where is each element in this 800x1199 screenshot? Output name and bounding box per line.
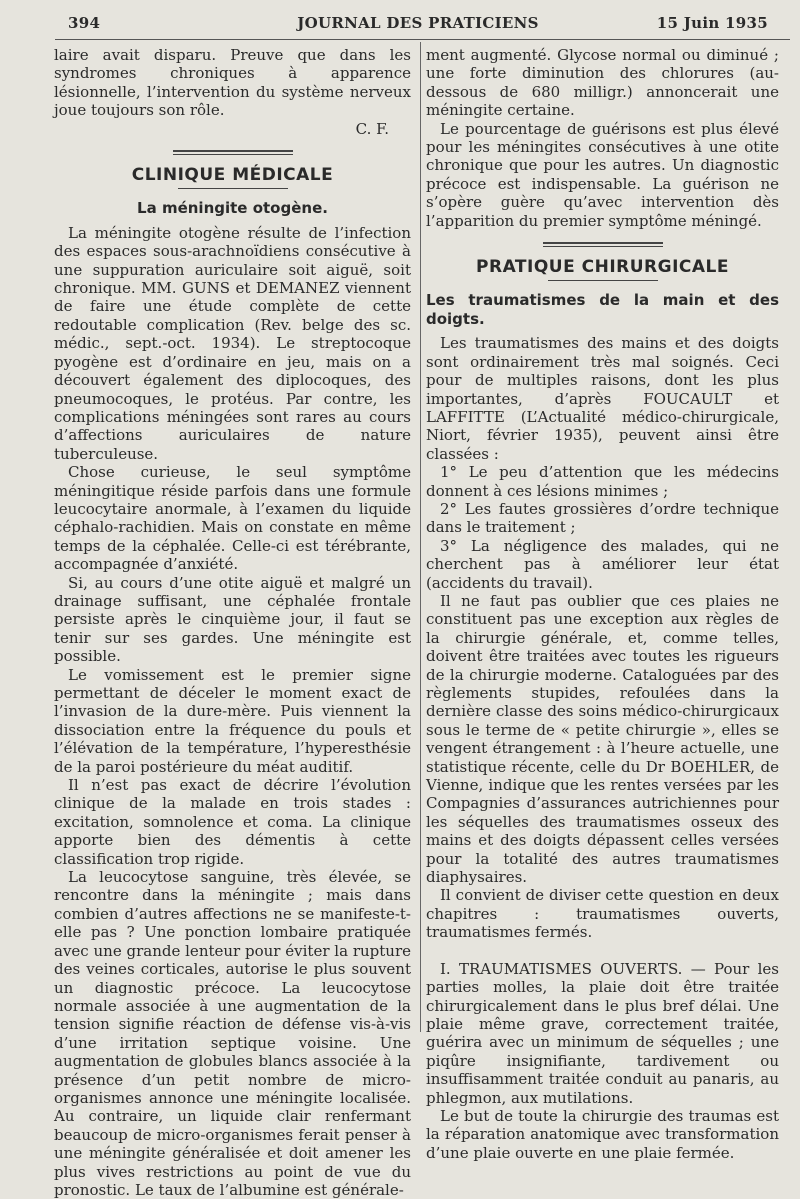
left-column: [54, 46, 411, 1199]
author-initials: C. F.: [355, 119, 389, 138]
column-divider: [420, 42, 421, 1032]
article-title-traumatismes: Les traumatismes de la main et des doigts.: [426, 291, 779, 328]
article-paragraph: La méningite otogène résulte de l’infection des espaces sous-arachnoïdiens consécutive à une suppuration auriculaire soit aiguë, soit chronique. MM. GUNS et DEMANEZ viennent de faire une étude complète de cette redoutable complication (Rev. belge des sc. médic., sept.-oct. 1934). Le streptocoque pyogène est d’ordinaire en jeu, mais on a découvert également des diplocoques, des pneumocoques, le protéus. Par contre, les complications méningées sont rares au cours d’affections auriculaires de nature tuberculeuse.: [54, 223, 411, 463]
previous-article-ending: laire avait disparu. Preuve que dans les syndromes chroniques à apparence lésionnelle, l’intervention du système nerveux joue toujours son rôle.: [54, 46, 411, 120]
article-paragraph: Le but de toute la chirurgie des traumas est la réparation anatomique avec transformation d’une plaie ouverte en une plaie fermée.: [426, 1106, 779, 1162]
right-column: [426, 46, 779, 1162]
article-continuation: ment augmenté. Glycose normal ou diminué ; une forte diminution des chlorures (au-dessous de 680 milligr.) annoncerait une méningite certaine.: [426, 46, 779, 120]
page-header: [68, 14, 768, 36]
article-paragraph: Il ne faut pas oublier que ces plaies ne constituent pas une exception aux règles de la chirurgie générale, et, comme telles, doivent être traitées avec toutes les rigueurs de la chirurgie moderne. Cataloguées par des règlements stupides, refoulées dans la dernière classe des soins médico-chirurgicaux sous le terme de « petite chirurgie », elles se vengent étrangement : à l’heure actuelle, une statistique récente, celle du Dr BOEHLER, de Vienne, indique que les rentes versées par les Compagnies d’assurances autrichiennes pour les séquelles des traumatismes osseux des mains et des doigts dépassent celles versées pour la totalité des autres traumatismes diaphysaires.: [426, 591, 779, 887]
list-item: 3° La négligence des malades, qui ne cherchent pas à améliorer leur état (accidents du travail).: [426, 536, 779, 592]
section-separator: [173, 148, 293, 158]
article-paragraph: Il n’est pas exact de décrire l’évolution clinique de la malade en trois stades : excitation, somnolence et coma. La clinique apporte bien des démentis à cette classification trop rigide.: [54, 776, 411, 868]
article-paragraph: Si, au cours d’une otite aiguë et malgré un drainage suffisant, une céphalée frontale persiste après le cinquième jour, il faut se tenir sur ses gardes. Une méningite est possible.: [54, 573, 411, 666]
article-paragraph: Il convient de diviser cette question en deux chapitres : traumatismes ouverts, traumatismes fermés.: [426, 886, 779, 942]
list-item: 2° Les fautes grossières d’ordre technique dans le traitement ;: [426, 499, 779, 537]
page-number: 394: [68, 14, 101, 32]
article-paragraph: Le pourcentage de guérisons est plus élevé pour les méningites consécutives à une otite chronique que pour les autres. Un diagnostic précoce est indispensable. La guérison ne s’opère guère qu’avec intervention dès l’apparition du premier symptôme méningé.: [426, 119, 779, 230]
section-title-clinique: CLINIQUE MÉDICALE: [131, 165, 334, 186]
article-paragraph: La leucocytose sanguine, très élevée, se rencontre dans la méningite ; mais dans combien d’autres affections ne se manifeste-t-elle pas ? Une ponction lombaire pratiquée avec une grande lenteur pour éviter la rupture des veines corticales, autorise le plus souvent un diagnostic précoce. La leucocytose normale associée à une augmentation de la tension signifie réaction de défense vis-à-vis d’une irritation septique voisine. Une augmentation de globules blancs associée à la présence d’un petit nombre de micro-organismes annonce une méningite localisée. Au contraire, un liquide clair renfermant beaucoup de micro-organismes ferait penser à une méningite généralisée et doit amener les plus vives restrictions au point de vue du pronostic. Le taux de l’albumine est générale-: [54, 868, 411, 1199]
section-title-chirurgie: PRATIQUE CHIRURGICALE: [476, 257, 729, 278]
article-paragraph: Le vomissement est le premier signe permettant de déceler le moment exact de l’invasion de la dure-mère. Puis viennent la dissociation entre la fréquence du pouls et l’élévation de la température, l’hyperesthésie de la paroi postérieure du méat auditif.: [54, 665, 411, 776]
list-item: 1° Le peu d’attention que les médecins donnent à ces lésions minimes ;: [426, 463, 779, 500]
journal-title: JOURNAL DES PRATICIENS: [297, 14, 539, 32]
section-title-underline: [548, 280, 658, 281]
section-title-underline: [178, 188, 288, 189]
article-paragraph: Les traumatismes des mains et des doigts sont ordinairement très mal soignés. Ceci pour de multiples raisons, dont les plus importantes, d’après FOUCAULT et LAFFITTE (L’Actualité médico-chirurgicale, Niort, février 1935), peuvent ainsi être classées :: [426, 334, 779, 463]
article-paragraph: I. TRAUMATISMES OUVERTS. — Pour les parties molles, la plaie doit être traitée chirurgicalement dans le plus bref délai. Une plaie même grave, correctement traitée, guérira avec un minimum de séquelles ; une piqûre insignifiante, tardivement ou insuffisamment traitée conduit au panaris, au phlegmon, aux mutilations.: [426, 959, 779, 1107]
section-separator: [543, 240, 663, 250]
article-title-meningite: La méningite otogène.: [137, 199, 328, 218]
issue-date: 15 Juin 1935: [656, 14, 768, 32]
header-rule: [55, 39, 790, 40]
article-paragraph: Chose curieuse, le seul symptôme méningitique réside parfois dans une formule leucocytaire anormale, à l’examen du liquide céphalo-rachidien. Mais on constate en même temps de la céphalée. Celle-ci est térébrante, accompagnée d’anxiété.: [54, 463, 411, 574]
paragraph-gap: [426, 942, 779, 960]
